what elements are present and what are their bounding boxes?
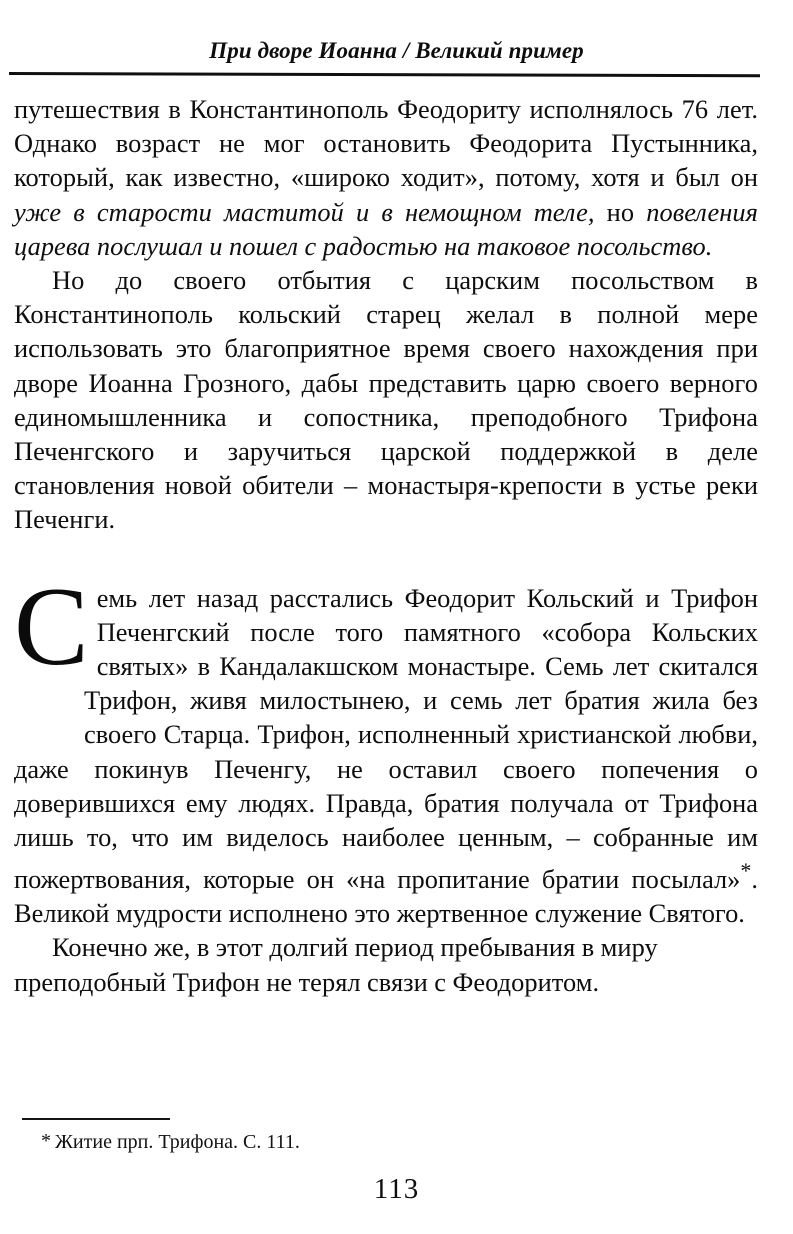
drop-cap-letter: С [14, 564, 89, 689]
paragraph-3-with-drop-cap [14, 564, 758, 931]
paragraph-1-segment-roman-1: путешествия в Константинополь Феодориту исполнялось 76 лет. Однако возраст не мог остановить Феодорита Пустынника, который, как известно, «широко ходит», потому, хотя и был он [14, 94, 758, 193]
header-rule [9, 72, 760, 77]
paragraph-1-segment-italic-2: повеления царева послушал и пошел с радостью на таковое посольство. [14, 196, 758, 261]
paragraph-1-segment-roman-2: но [594, 196, 647, 227]
drop-cap-shim-line2 [14, 669, 84, 703]
text-block [14, 92, 758, 999]
paragraph-2: Но до своего отбытия с царским посольством в Константинополь кольский старец желал в полной мере использовать это благоприятное время своего нахождения при дворе Иоанна Грозного, дабы представить царю своего верного единомышленника и сопостника, преподобного Трифона Печенгского и заручиться царской поддержкой в деле становления новой обители – монастыря-крепости в устье реки Печенги. [14, 265, 758, 535]
page-number: 113 [373, 1173, 420, 1205]
paragraph-4: Конечно же, в этот долгий период пребывания в миру преподобный Трифон не терял связи с Феодоритом. [14, 932, 658, 997]
footnote-separator-rule [22, 1118, 170, 1120]
footnote-text: Житие прп. Трифона. С. 111. [55, 1131, 300, 1153]
footnote-reference-marker[interactable]: * [740, 858, 752, 884]
running-head: При дворе Иоанна / Великий пример [209, 38, 584, 63]
footnote-marker: * [41, 1130, 51, 1152]
paragraph-3-tail: . Великой мудрости исполнено это жертвенное служение Святого. [14, 864, 758, 929]
paragraph-3-body: емь лет назад расстались Феодорит Кольский и Трифон Печенгский после того памятного «собора Кольских святых» в Кандалакшском монастыре. Семь лет скитался Трифон, живя милостынею, и семь лет братия жила без своего Старца. Трифон, исполненный христианской любви, даже покинув Печенгу, не оставил своего попечения о доверившихся ему людях. Правда, братия получала от Трифона лишь то, что им виделось наиболее ценным, – собранные им пожертвования, которые он «на пропитание братии посылал» [14, 582, 758, 895]
paragraph-1-segment-italic-1: уже в старости маститой и в немощном теле, [14, 196, 595, 227]
drop-cap-shim-line3 [14, 703, 84, 737]
section-gap [14, 537, 758, 581]
footnote [41, 1128, 641, 1155]
paragraph-continuation [14, 92, 758, 263]
